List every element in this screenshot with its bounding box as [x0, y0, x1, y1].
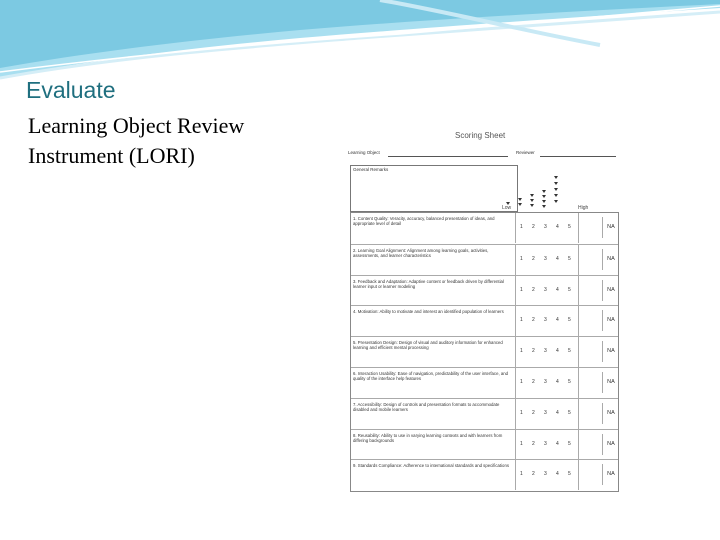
rating-value-3: 3 — [544, 224, 547, 230]
slide-body-text: Learning Object Review Instrument (LORI) — [28, 113, 245, 168]
reviewer-line — [540, 156, 616, 157]
na-option: NA — [602, 434, 619, 455]
reviewer-label: Reviewer — [516, 150, 535, 155]
rating-value-1: 1 — [520, 409, 523, 416]
rating-options — [515, 213, 579, 243]
rating-value-5: 5 — [568, 409, 571, 416]
criterion-label: 4. Motivation: Ability to motivate and interest an identified population of learners — [353, 309, 504, 315]
criterion-label: 5. Presentation Design: Design of visual and auditory information for enhanced learning and efficient mental processing — [353, 340, 503, 351]
rating-options — [515, 276, 579, 306]
table-row — [351, 244, 618, 276]
general-remarks-label: General Remarks — [353, 167, 389, 172]
rating-options — [515, 368, 579, 398]
rating-value-3: 3 — [544, 379, 547, 385]
rating-value-3: 3 — [544, 409, 547, 416]
rating-value-1: 1 — [520, 348, 523, 355]
table-row — [351, 429, 618, 461]
rating-options — [515, 430, 579, 460]
rating-value-1: 1 — [520, 286, 523, 293]
table-row — [351, 336, 618, 368]
rating-value-4: 4 — [556, 379, 559, 385]
rating-value-5: 5 — [568, 255, 571, 262]
rating-value-2: 2 — [532, 440, 535, 447]
rating-value-2: 2 — [532, 255, 535, 262]
criterion-label: 8. Reusability: Ability to use in varying learning contexts and with learners from differing backgrounds — [353, 432, 503, 443]
rating-value-4: 4 — [556, 286, 559, 293]
criterion-label: 9. Standards Compliance: Adherence to international standards and specifications — [353, 463, 509, 469]
slide-title: Evaluate — [26, 77, 116, 103]
na-option: NA — [602, 310, 619, 331]
na-option: NA — [602, 403, 619, 424]
rating-value-3: 3 — [544, 348, 547, 355]
rating-value-5: 5 — [568, 224, 571, 230]
rating-options — [515, 460, 579, 490]
rating-value-1: 1 — [520, 255, 523, 262]
rating-value-1: 1 — [520, 440, 523, 447]
scoring-table — [350, 212, 619, 492]
rating-value-3: 3 — [544, 471, 547, 478]
criterion-label: 1. Content Quality: Veracity, accuracy, balanced presentation of ideas, and appropriate level of detail — [353, 216, 495, 226]
rating-options — [515, 337, 579, 367]
scale-high-label: High — [578, 205, 589, 211]
na-option: NA — [602, 280, 619, 301]
scale-low-label: Low — [502, 205, 512, 211]
rating-value-1: 1 — [520, 379, 523, 385]
rating-value-2: 2 — [532, 379, 535, 385]
scoring-sheet-title: Scoring Sheet — [455, 131, 506, 140]
table-row — [351, 459, 618, 491]
scoring-sheet-image — [340, 126, 630, 496]
criterion-label: 6. Interaction Usability: Ease of navigation, predictability of the user interface, and quality of the interface help features — [353, 371, 509, 381]
na-option: NA — [602, 217, 619, 238]
rating-value-4: 4 — [556, 317, 559, 324]
rating-value-2: 2 — [532, 317, 535, 324]
criterion-label: 3. Feedback and Adaptation: Adaptive content or feedback driven by differential learner input or learner modeling — [353, 278, 504, 289]
na-option: NA — [602, 372, 619, 393]
rating-options — [515, 399, 579, 429]
na-option: NA — [602, 464, 619, 485]
criterion-label: 2. Learning Goal Alignment: Alignment among learning goals, activities, assessments, and learner characteristics — [353, 247, 489, 258]
table-row — [351, 398, 618, 430]
rating-value-5: 5 — [568, 379, 571, 385]
general-remarks-box — [350, 165, 518, 212]
rating-value-5: 5 — [568, 471, 571, 478]
rating-value-1: 1 — [520, 224, 523, 230]
table-row — [351, 305, 618, 337]
criterion-label: 7. Accessibility: Design of controls and presentation formats to accommodate disabled and mobile learners — [353, 401, 500, 412]
learning-object-line — [388, 156, 508, 157]
rating-value-2: 2 — [532, 286, 535, 293]
rating-value-1: 1 — [520, 471, 523, 478]
rating-options — [515, 306, 579, 336]
table-row — [351, 213, 618, 244]
rating-value-4: 4 — [556, 409, 559, 416]
rating-value-4: 4 — [556, 440, 559, 447]
rating-value-5: 5 — [568, 348, 571, 355]
rating-value-5: 5 — [568, 317, 571, 324]
rating-value-2: 2 — [532, 471, 535, 478]
rating-value-4: 4 — [556, 348, 559, 355]
rating-value-5: 5 — [568, 286, 571, 293]
rating-value-5: 5 — [568, 440, 571, 447]
rating-value-3: 3 — [544, 317, 547, 324]
rating-value-4: 4 — [556, 255, 559, 262]
rating-value-2: 2 — [532, 224, 535, 230]
rating-value-1: 1 — [520, 317, 523, 324]
rating-options — [515, 245, 579, 275]
rating-value-3: 3 — [544, 255, 547, 262]
rating-value-4: 4 — [556, 471, 559, 478]
learning-object-label: Learning Object — [348, 150, 380, 155]
table-row — [351, 275, 618, 307]
na-option: NA — [602, 341, 619, 362]
rating-scale-arrows-icon — [500, 172, 580, 212]
rating-value-3: 3 — [544, 286, 547, 293]
rating-value-3: 3 — [544, 440, 547, 447]
table-row — [351, 367, 618, 399]
rating-value-2: 2 — [532, 409, 535, 416]
na-option: NA — [602, 249, 619, 270]
rating-value-4: 4 — [556, 224, 559, 230]
rating-value-2: 2 — [532, 348, 535, 355]
